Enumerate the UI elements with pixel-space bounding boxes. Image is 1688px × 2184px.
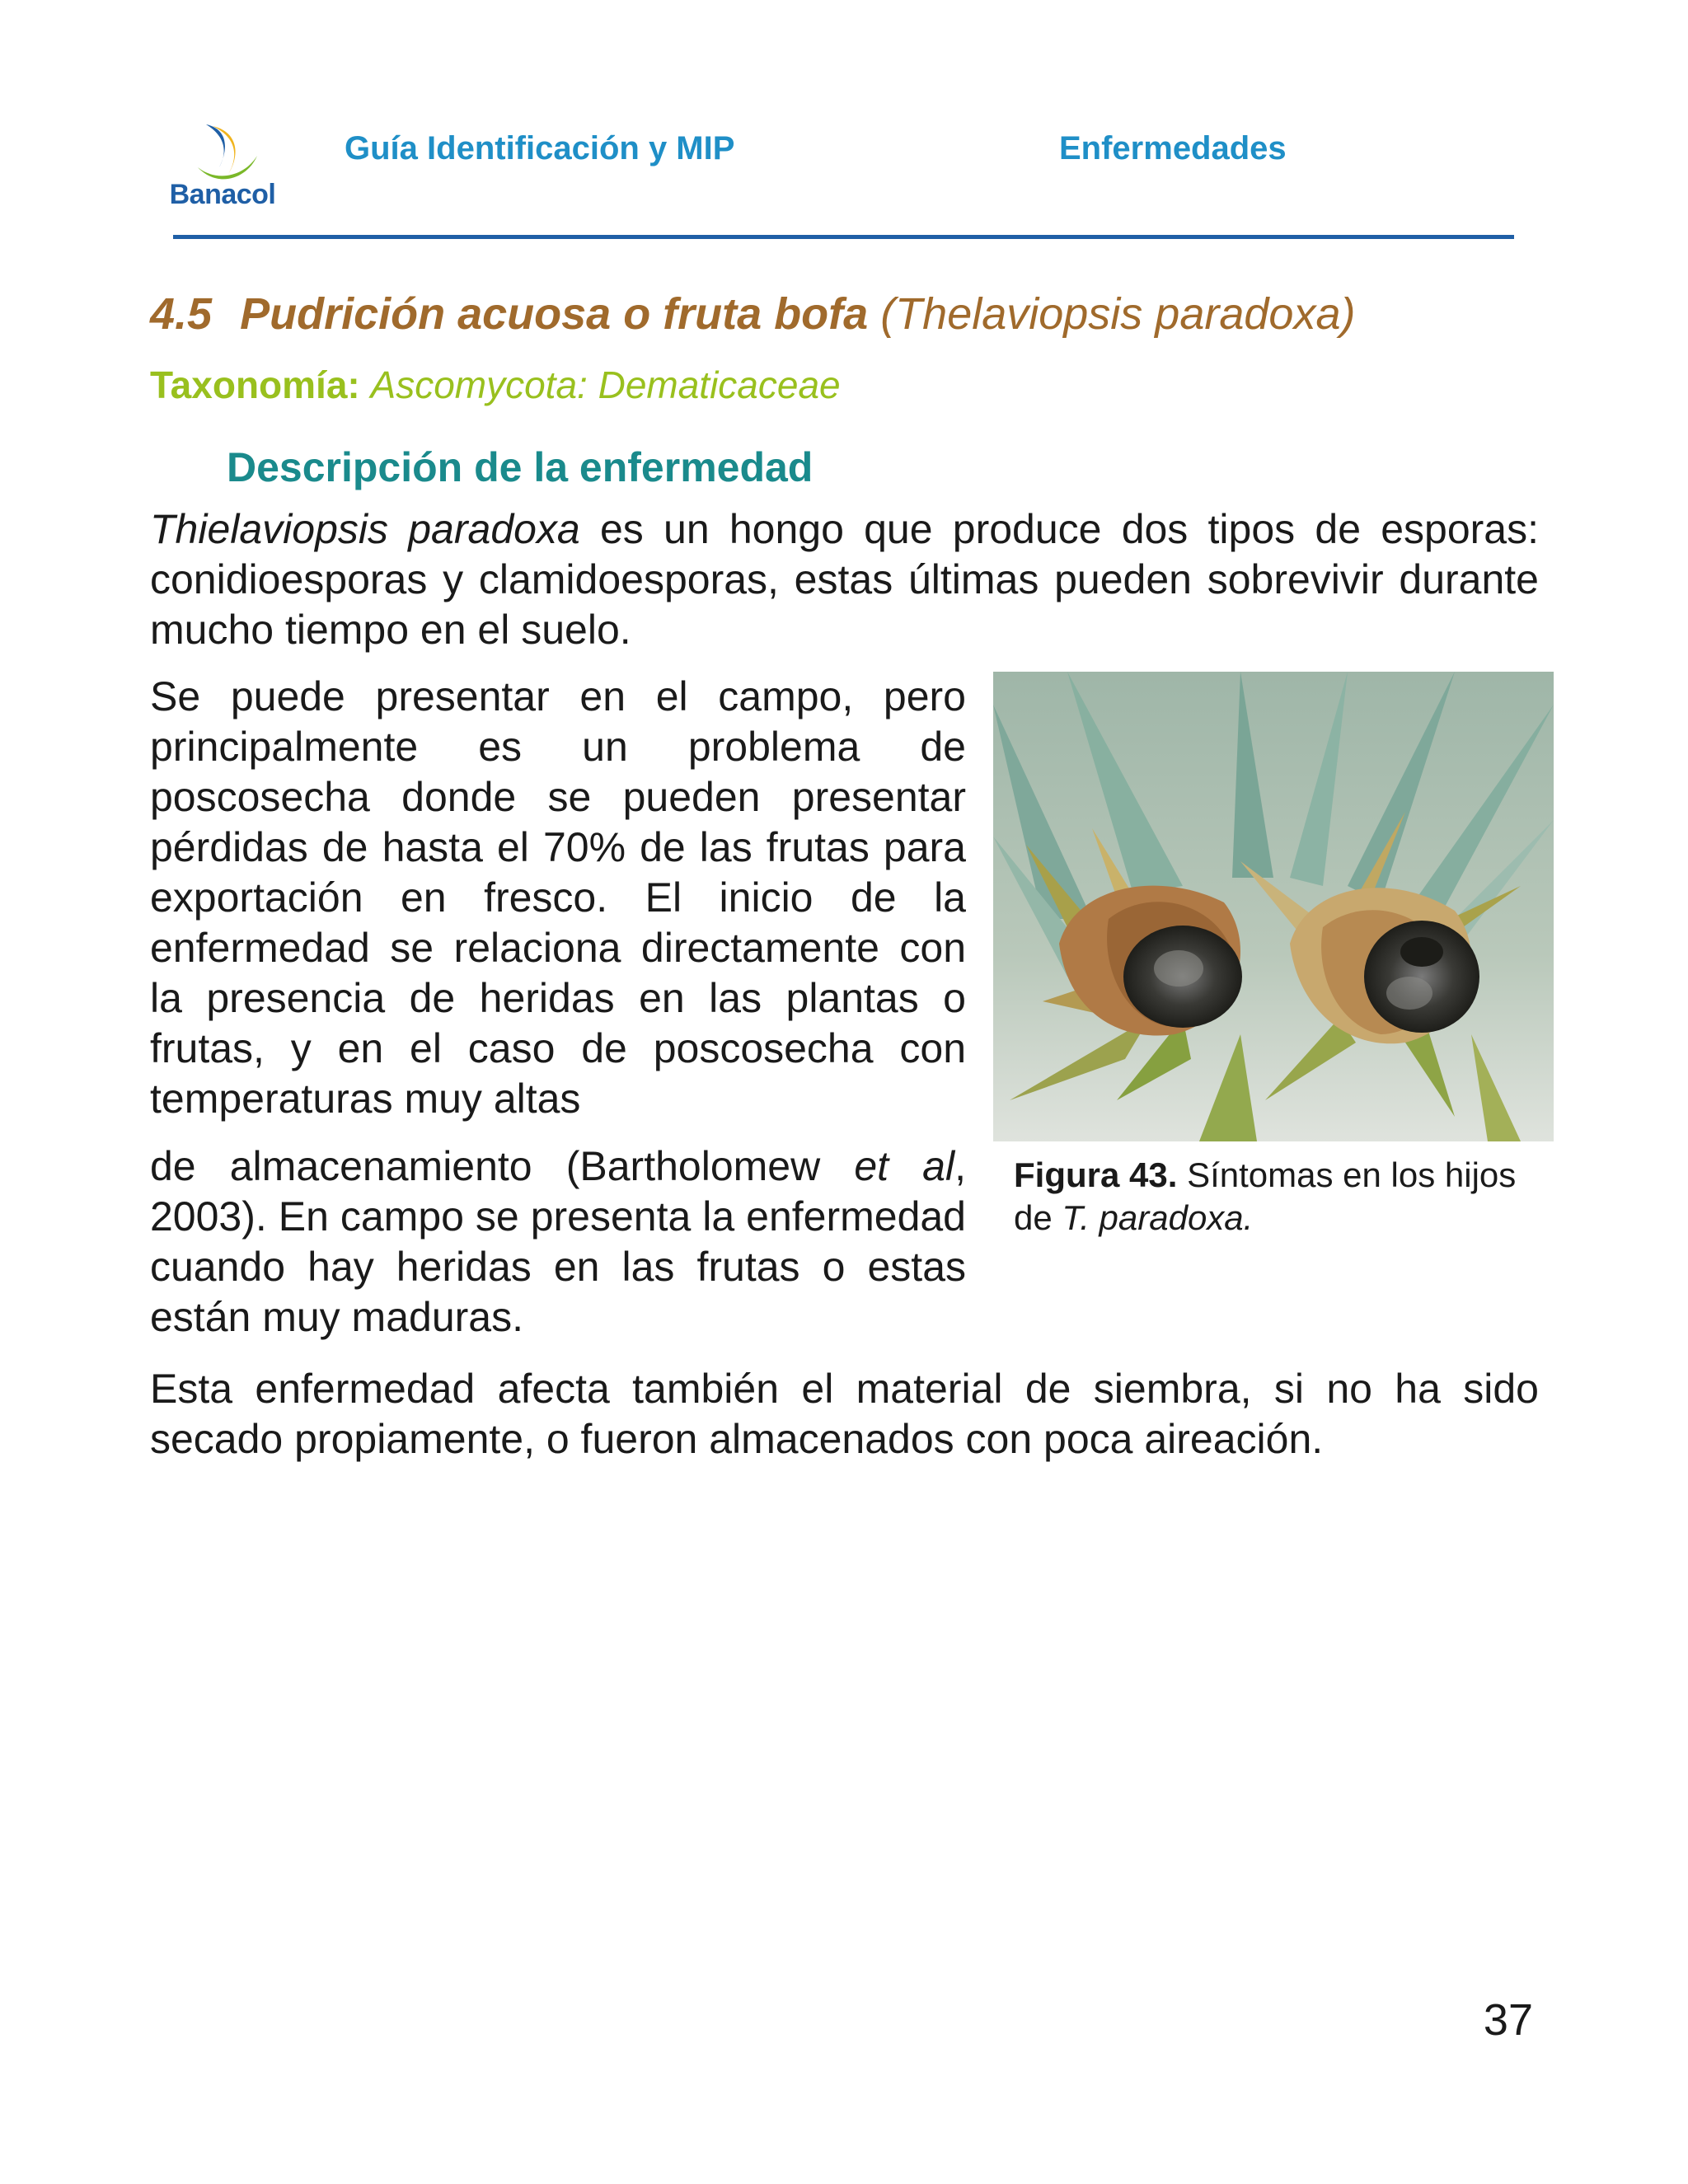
chapter-name: Enfermedades — [1059, 130, 1287, 166]
species-name: Thielaviopsis paradoxa — [150, 506, 580, 552]
paragraph-storage-b: , 2003). En campo se presenta la enfermedad cuando hay heridas en las frutas o estas están muy maduras. — [150, 1143, 966, 1340]
paragraph-storage — [150, 1141, 966, 1343]
header-divider — [173, 235, 1514, 239]
figure-caption-species: T. paradoxa. — [1062, 1198, 1254, 1237]
banacol-logo-mark-icon — [165, 120, 280, 185]
guide-title: Guía Identificación y MIP — [345, 130, 735, 166]
figure-caption — [1014, 1154, 1541, 1240]
taxonomy-label: Taxonomía: — [150, 363, 360, 406]
et-al: et al — [854, 1143, 955, 1189]
banacol-logo — [165, 120, 280, 210]
section-scientific-name: (Thelaviopsis paradoxa) — [880, 289, 1356, 339]
paragraph-intro — [150, 504, 1539, 655]
figure-caption-text: Síntomas en los hijos de — [1014, 1155, 1517, 1237]
section-title — [150, 288, 1355, 340]
paragraph-intro-text: es un hongo que produce dos tipos de esporas: conidioesporas y clamidoesporas, estas últimas pueden sobrevivir durante mucho tiempo en el suelo. — [150, 506, 1540, 653]
page-number: 37 — [1483, 1995, 1533, 2045]
paragraph-planting-material: Esta enfermedad afecta también el material de siembra, si no ha sido secado propiamente, o fueron almacenados con poca aireación. — [150, 1366, 1539, 1462]
figure-photo — [993, 672, 1554, 1141]
logo-wordmark: Banacol — [169, 179, 276, 210]
figure-label: Figura 43. — [1014, 1155, 1178, 1194]
description-heading: Descripción de la enfermedad — [227, 444, 814, 490]
paragraph-storage-a: de almacenamiento (Bartholomew — [150, 1143, 855, 1189]
taxonomy-value: Ascomycota: Dematicaceae — [370, 363, 841, 406]
section-number: 4.5 — [150, 289, 213, 339]
taxonomy-line — [150, 363, 841, 407]
paragraph-postharvest: Se puede presentar en el campo, pero principalmente es un problema de poscosecha donde se pueden presentar pérdidas de hasta el 70% de las frutas para exportación en fresco. El inicio de la enfermedad se relaciona directamente con la presencia de heridas en las plantas o frutas, y en el caso de poscosecha con temperaturas muy altas — [150, 673, 966, 1122]
section-title-main: Pudrición acuosa o fruta bofa — [240, 289, 869, 339]
